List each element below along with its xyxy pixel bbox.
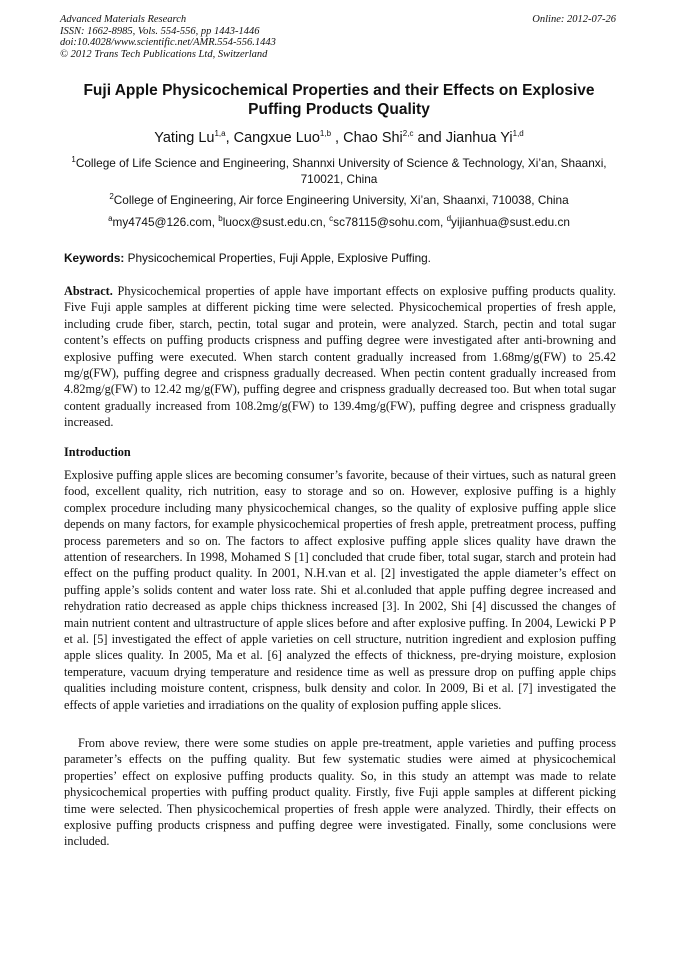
keywords [64,250,616,266]
author-affiliation-mark: 1,d [512,129,524,139]
email-separator: , [440,215,447,229]
author-name: Chao Shi [343,130,403,146]
author-list [60,129,618,147]
email-mark: c [329,214,334,224]
email-address[interactable]: luocx@sust.edu.cn [222,215,323,229]
email-mark: a [108,214,113,224]
author-separator: , [331,130,344,146]
affiliation-text: College of Life Science and Engineering, Shannxi University of Science & Technology, Xi’an, Shaanxi, 710021, China [75,156,607,186]
email-mark: d [446,214,452,224]
author-name: Cangxue Luo [233,130,320,146]
affiliation-2 [60,192,618,208]
introduction-paragraph-1: Explosive puffing apple slices are becoming consumer’s favorite, because of their virtues, such as natural green food, excellent quality, rich nutrition, easy to storage and so on. However, explosive puffing is a highly complex procedure including many physicochemical changes, so the quality of explosive puffing apple slice depends on many factors, for example physicochemical properties of fresh apple, pretreatment process, puffing process paremeters and so on. The factors to affect explosive puffing apple slices quality have drawn the attention of researchers. In 1998, Mohamed S [1] concluded that crude fiber, total sugar, starch and protein had effect on the puffing product quality. In 2001, N.H.van et al. [2] investigated the apple diameter’s effect on puffing apple’s solids content and water loss rate. Shi et al.conluded that apple puffing degree increased and rehydration ratio decreased as apple chips thickness increased [3]. In 2002, Shi [4] discussed the changes of main nutrient content and ultrastructure of apple slices before and after explosive puffing. In 2004, Lewicki P P et al. [5] investigated the effect of apple varieties on cell structure, nutrition ingredient and explosion puffing apple slices quality. In 2005, Ma et al. [6] analyzed the effects of thickness, pre-drying moisture, explosion temperature, vacuum drying temperature and residence time as well as pressure drop on puffing apple chips qualities including moisture content, crispness, bulk density and color. In 2009, Bi et al. [7] investigated the effects of apple varieties and irradiations on the quality of explosion puffing apple slices. [64,468,616,712]
author-affiliation-mark: 1,b [319,129,332,139]
email-list [60,214,618,230]
affiliation-number: 1 [71,155,76,165]
doi-line: doi:10.4028/www.scientific.net/AMR.554-556.1443 [60,37,276,48]
author-affiliation-mark: 1,a [214,129,226,139]
affiliation-text: College of Engineering, Air force Engineering University, Xi’an, Shaanxi, 710038, China [113,193,569,207]
abstract-label: Abstract. [64,284,113,298]
journal-name: Advanced Materials Research [60,14,187,25]
email-mark: b [218,214,223,224]
abstract-text: Physicochemical properties of apple have important effects on explosive puffing products quality. Five Fuji apple samples at different picking time were selected. Physicochemical properties of fresh apple, including crude fiber, starch, pectin, total sugar and protein, were analyzed. Starch, pectin and total sugar content’s effects on puffing products crispness and puffing degree were investigated after anti-browning and explosive puffing were executed. When starch content gradually increased from 1.68mg/g(FW) to 25.42 mg/g(FW), puffing degree and crispness gradually decreased. When pectin content gradually increased from 4.82mg/g(FW) to 12.42 mg/g(FW), puffing degree and crispness gradually decreased too. But when total sugar content gradually increased from 108.2mg/g(FW) to 139.4mg/g(FW), puffing degree and crispness gradually increased. [64,284,616,430]
introduction-heading: Introduction [64,445,131,459]
email-address[interactable]: sc78115@sohu.com [333,215,441,229]
author-separator: and [413,130,446,146]
email-separator: , [322,215,330,229]
paper-title: Fuji Apple Physicochemical Properties and their Effects on Explosive Puffing Products Quality [83,82,595,118]
abstract [64,283,616,431]
email-separator: , [211,215,219,229]
journal-header [60,14,276,60]
author-affiliation-mark: 2,c [402,129,414,139]
author-separator: , [225,130,234,146]
online-date: Online: 2012-07-26 [532,14,616,25]
keywords-label: Keywords: [64,251,125,265]
email-address[interactable]: my4745@126.com [112,215,212,229]
author-name: Jianhua Yi [445,130,513,146]
copyright-line: © 2012 Trans Tech Publications Ltd, Switzerland [60,48,268,60]
keywords-text: Physicochemical Properties, Fuji Apple, Explosive Puffing. [124,251,431,265]
author-name: Yating Lu [154,130,215,146]
email-address[interactable]: yijianhua@sust.edu.cn [451,215,570,229]
introduction-paragraph-2: From above review, there were some studies on apple pre-treatment, apple varieties and puffing process parameter’s effects on the puffing quality. But few systematic studies were aimed at physicochemical properties’ effect on explosive puffing products quality. So, in this study an attempt was made to relate physicochemical properties with puffing product quality. Firstly, five Fuji apple samples at different picking time were selected. Then physicochemical properties of fresh apple were analyzed. Thirdly, their effects on explosive puffing products crispness and puffing degree were investigated. Finally, some conclusions were included. [64,736,616,849]
affiliation-number: 2 [109,192,114,202]
issn-line: ISSN: 1662-8985, Vols. 554-556, pp 1443-1446 [60,25,260,37]
affiliation-1 [60,155,618,187]
